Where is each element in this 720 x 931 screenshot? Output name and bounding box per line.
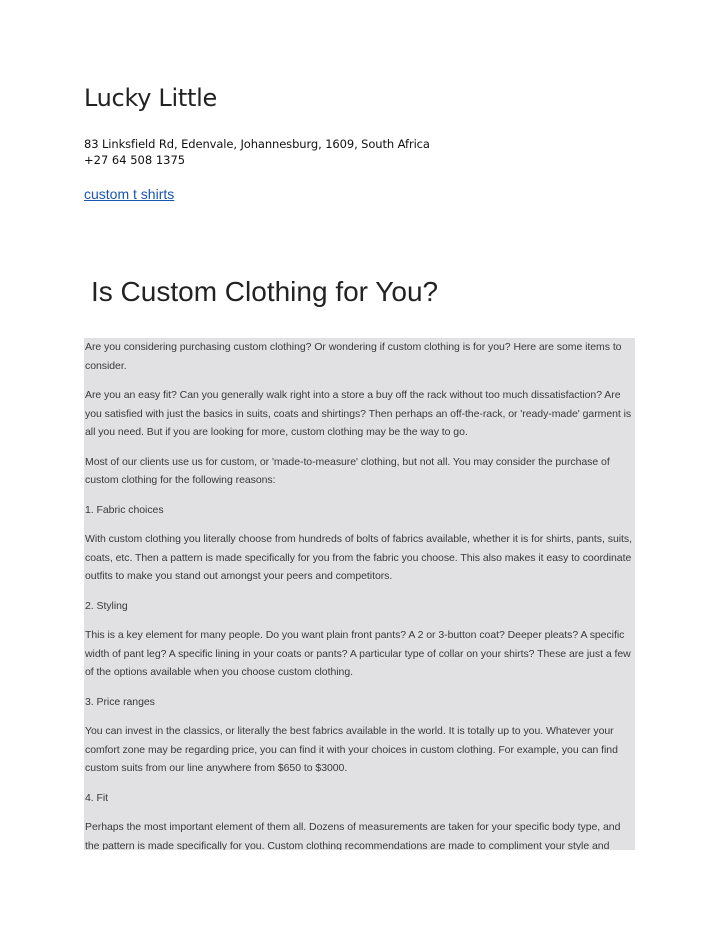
article-subheading: 3. Price ranges [85,695,155,708]
article-paragraph: Most of our clients use us for custom, or 'made-to-measure' clothing, but not all. You may consider the purchase of custom clothing for the following reasons: [85,455,610,486]
article-paragraph: You can invest in the classics, or literally the best fabrics available in the world. It is totally up to you. Whatever your comfort zone may be regarding price, you can find it with your choices in custom clothing. For example, you can find custom suits from our line anywhere from $650 to $3000. [85,725,618,774]
business-name: Lucky Little [84,84,217,112]
article-paragraph: Perhaps the most important element of them all. Dozens of measurements are taken for your specific body type, and the pattern is made specifically for you. Custom clothing recommendations are made to compliment your style and [85,821,621,850]
article-paragraph: Are you considering purchasing custom clothing? Or wondering if custom clothing is for you? Here are some items to consider. [85,341,622,372]
business-address: 83 Linksfield Rd, Edenvale, Johannesburg, 1609, South Africa [84,137,430,151]
article-body [84,338,635,850]
article-paragraph: This is a key element for many people. Do you want plain front pants? A 2 or 3-button coat? Deeper pleats? A specific width of pant leg? A specific lining in your coats or pants? A particular type of collar on your shirts? These are just a few of the options available when you choose custom clothing. [85,629,631,678]
article-paragraph: Are you an easy fit? Can you generally walk right into a store a buy off the rack without too much dissatisfaction? Are you satisfied with just the basics in suits, coats and shirtings? Then perhaps an off-the-rack, or 'ready-made' garment is all you need. But if you are looking for more, custom clothing may be the way to go. [85,389,632,438]
article-subheading: 2. Styling [85,599,128,612]
custom-t-shirts-link[interactable]: custom t shirts [84,186,175,202]
business-phone: +27 64 508 1375 [84,153,186,167]
article-title: Is Custom Clothing for You? [91,276,439,307]
article-subheading: 1. Fabric choices [85,503,164,516]
article-paragraph: With custom clothing you literally choose from hundreds of bolts of fabrics available, whether it is for shirts, pants, suits, coats, etc. Then a pattern is made specifically for you from the fabric you choose. This also makes it easy to coordinate outfits to make you stand out amongst your peers and competitors. [85,533,632,582]
article-subheading: 4. Fit [85,791,109,804]
